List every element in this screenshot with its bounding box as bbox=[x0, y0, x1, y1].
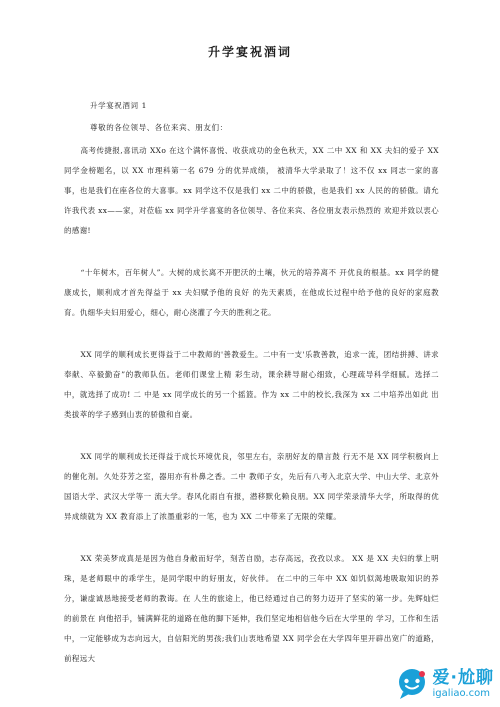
paragraph-5: XX 荣美梦成真是是因为他自身敝而好学，刻苦自励，志存高远，孜孜以求。 XX 是 XX 夫妇的掌上明珠，是老师眼中的乖学生，是同学眼中的好朋友，好伙伴。 在二中的三年中 XX 如饥似渴地吸取知识的养分，谦虚诚恳地接受老师的教诲。在 人生的旅途上，他已经通过自己的努力迈开了坚实的第一步。先辉灿烂的前景在 向他招手，铺满鲜花的道路在他的脚下延伸，我们坚定地相信他今后在大学里的 学习，工作和生活中，一定能够成为志向远大，自信阳光的男孩;我们山衷地希望 XX 同学会在大学四年里开辟出宽广的道路，前程远大 bbox=[64, 554, 439, 663]
document-subtitle: 升学宴祝酒词 1 bbox=[90, 101, 147, 110]
chat-bubble-logo-icon bbox=[395, 667, 429, 701]
paragraph-2: “十年树木，百年树人”。大树的成长离不开肥沃的土壤，伙元的培养离不 开优良的根基。xx 同学的健康成长，顺利成才首先得益于 xx 夫妇赋予他的良好 的先天素质，在他成长过程中给予他的良好的家庭教育。仇细华夫妇用爱心，细心，耐心浇灌了今天的胜利之花。 bbox=[64, 268, 439, 317]
site-watermark bbox=[395, 667, 494, 701]
greeting-line: 尊敬的各位领导、各位来宾、朋友们： bbox=[90, 123, 228, 132]
watermark-url: igaliao.com bbox=[432, 687, 490, 699]
document-body bbox=[64, 141, 439, 669]
paragraph-3: XX 同学的顺利成长更得益于二中教师的'善教爱生。二中有一支'乐教善教，追求一流，团结拼搏、讲求奉献、卒毅勤奋”的教师队伍。老师们课堂上精 彩生动，课余耕导耐心细致，心理疏导科学细腻。选择二中，就选择了成功! 二 中是 xx 同学成长的另一个摇篮。作为 xx 二中的校长,我深为 xx 二中培养出如此 出类拔萃的学子感到山衷的骄傲和自豪。 bbox=[64, 350, 439, 419]
watermark-brand: 爱·尬聊 bbox=[432, 667, 494, 688]
paragraph-4: XX 同学的顺利成长还得益于成长环境优良，邻里左右，亲朋好友的鼎言鼓 行无不是 XX 同学积极向上的催化剂。久处芬芳之室，器用亦有朴鼻之香。二中 教师子女，先后有八考入北京大学、中山大学、北京外国语大学、武汉大学等一 流大学。春风化雨自有报，潜移默化赖良朋。XX 同学荣录清华大学，所取得的优 异成绩就为 XX 教育添上了浓墨重彩的一笔，也为 XX 二中带来了无限的荣耀。 bbox=[64, 452, 439, 521]
paragraph-1: 高考传捷报,喜讯动 XXo 在这个满怀喜悦、收获成功的金色秋天，XX 二中 XX 和 XX 夫妇的爱子 XX 同学金榜题名，以 XX 市理科第一名 679 分的优异成绩， 被清华大学录取了！这不仅 xx 同志一家的喜事，也是我们在座各位的大喜事。xx 同学这不仅是我们 xx 二中的骄傲，也是我们 xx 人民的的骄傲。请允许我代表 xx——家，对莅临 xx 同学升学喜宴的各位领导、各位来宾、各位朋友表示热烈的 欢迎并致以衷心的感谢! bbox=[64, 146, 439, 235]
watermark-text bbox=[432, 667, 494, 699]
document-title: 升学宴祝酒词 bbox=[207, 45, 292, 59]
